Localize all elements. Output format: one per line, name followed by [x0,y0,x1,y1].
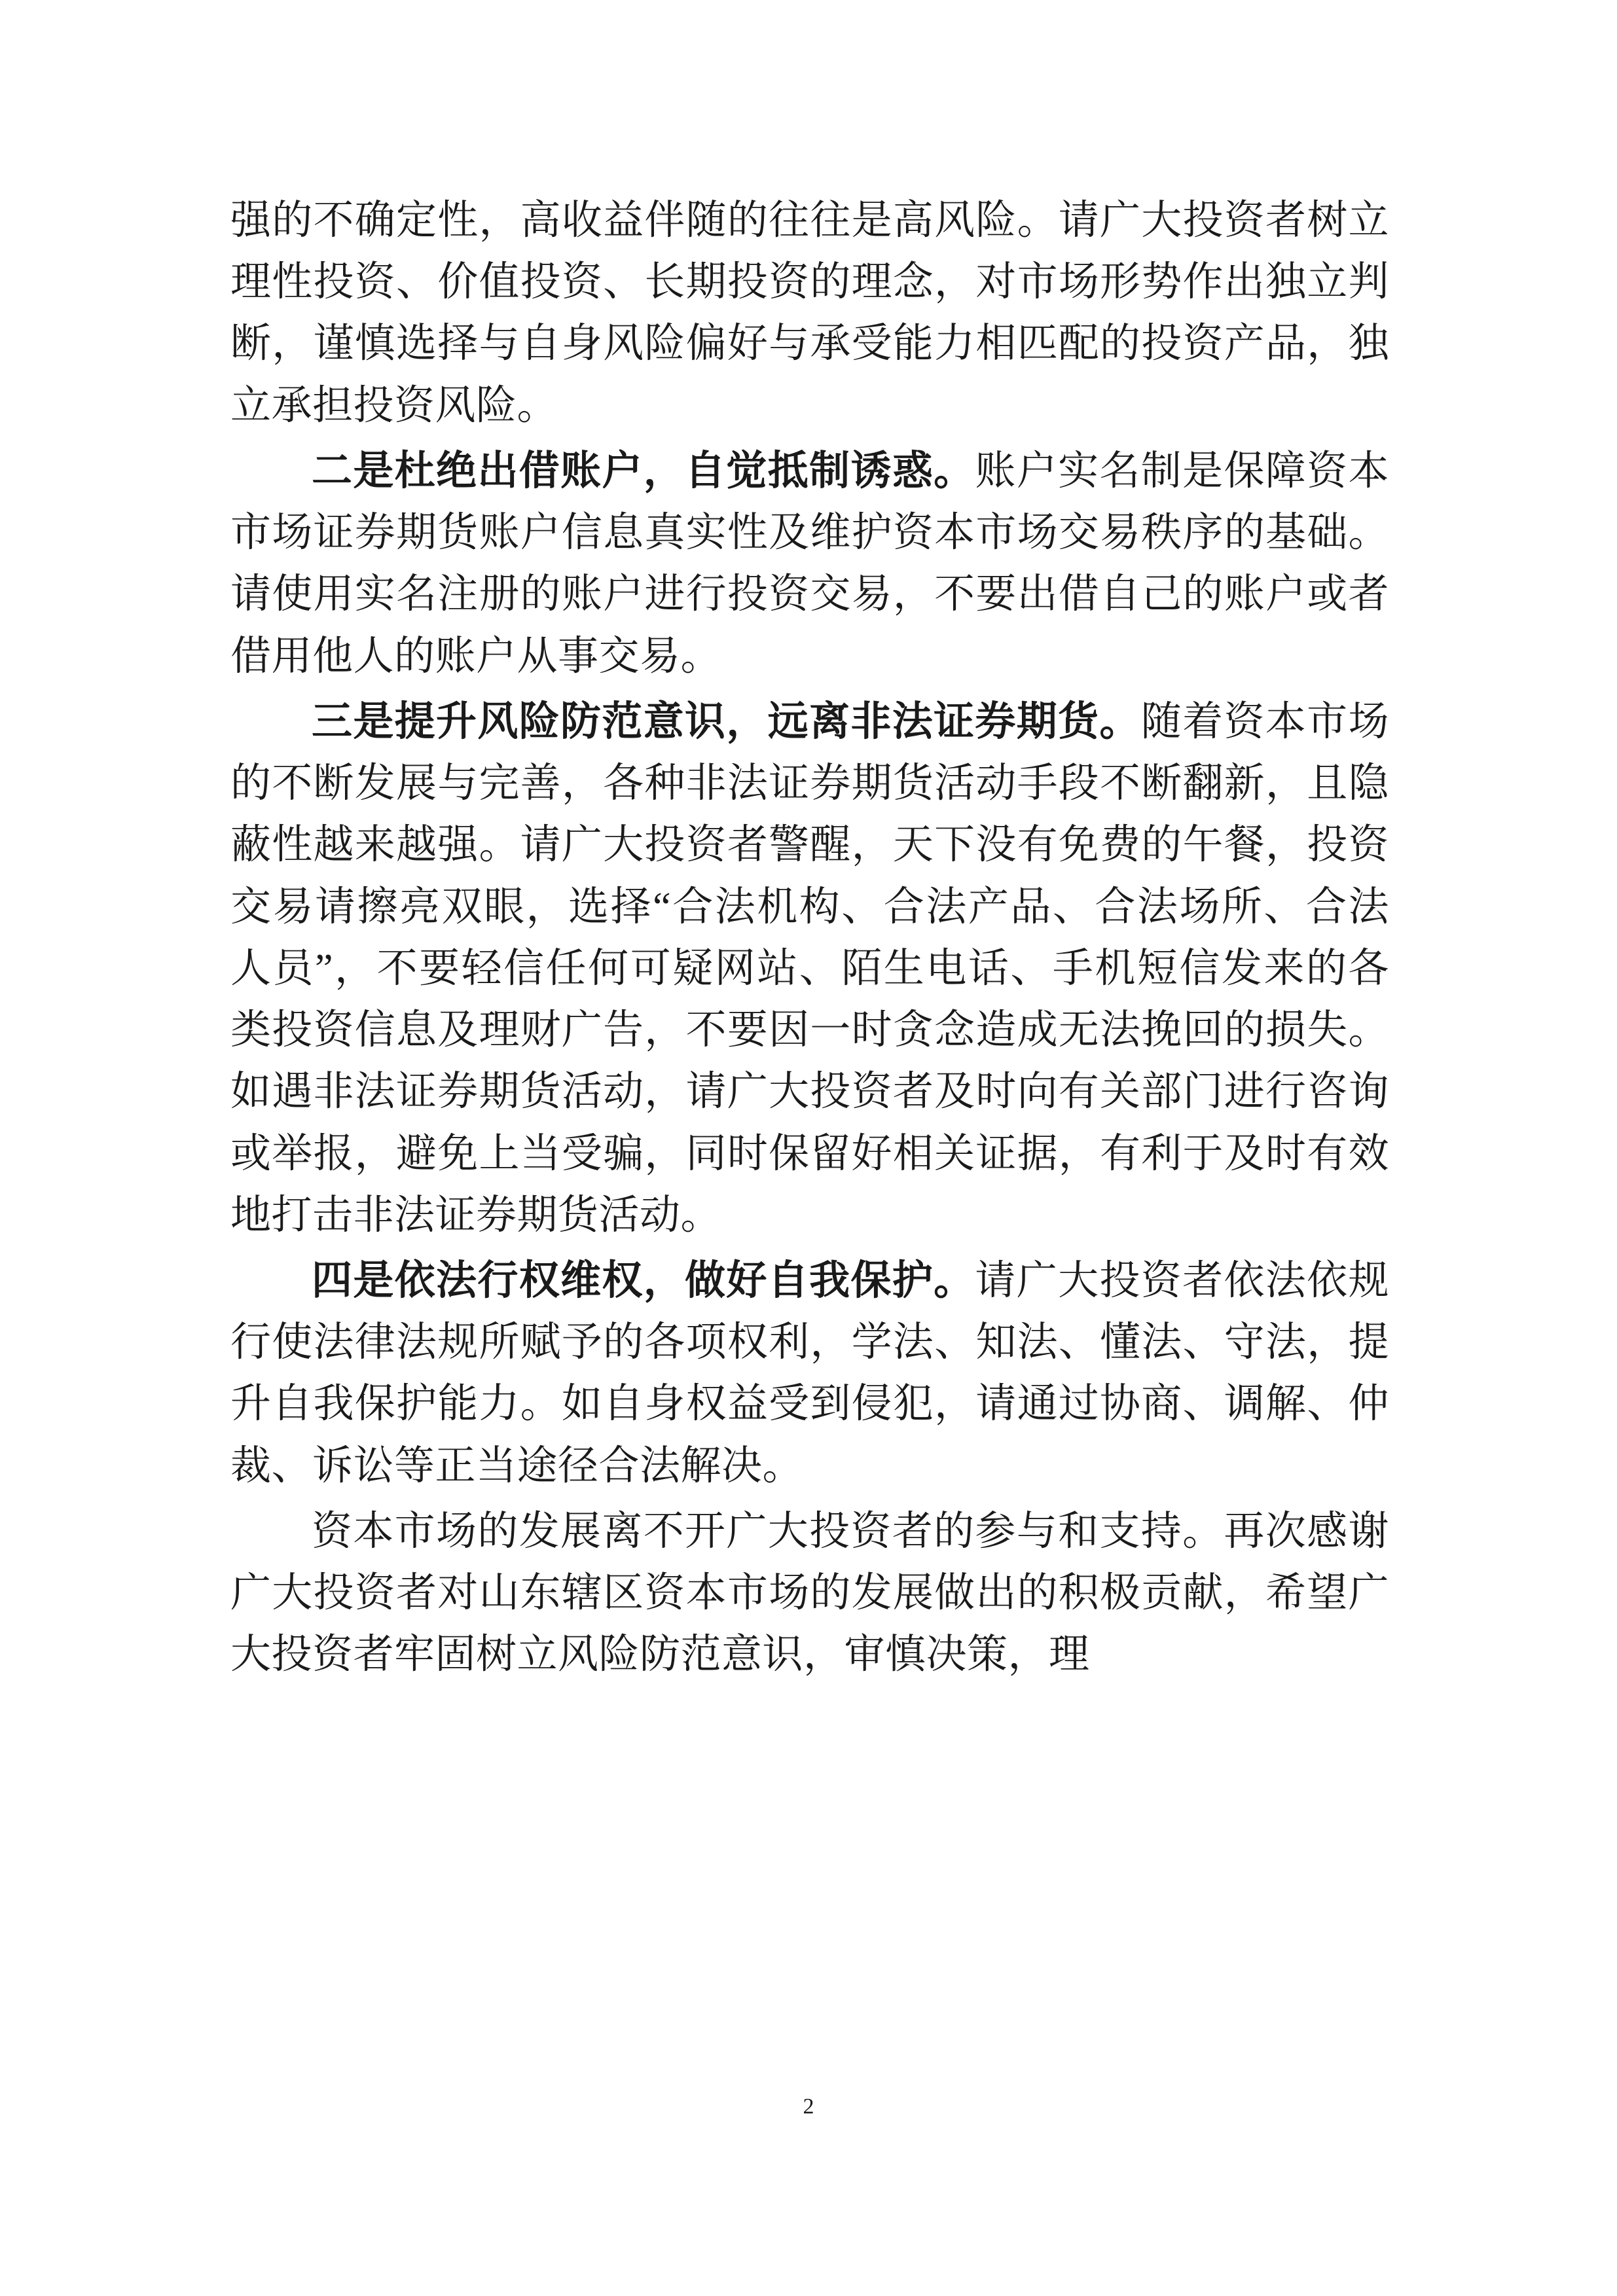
paragraph-5 [230,1501,1389,1686]
paragraph-text: 请广大投资者依法依规行使法律法规所赋予的各项权利，学法、知法、懂法、守法，提升自我保护能力。如自身权益受到侵犯，请通过协商、调解、仲裁、诉讼等正当途径合法解决。 [230,1258,1389,1488]
paragraph-2 [230,440,1389,687]
paragraph-lead: 四是依法行权维权，做好自我保护。 [312,1258,975,1303]
paragraph-1 [230,190,1389,437]
paragraph-lead: 三是提升风险防范意识，远离非法证券期货。 [312,699,1141,744]
paragraph-text: 资本市场的发展离不开广大投资者的参与和支持。再次感谢广大投资者对山东辖区资本市场的发展做出的积极贡献，希望广大投资者牢固树立风险防范意识，审慎决策，理 [230,1509,1389,1677]
paragraph-text: 强的不确定性，高收益伴随的往往是高风险。请广大投资者树立理性投资、价值投资、长期投资的理念，对市场形势作出独立判断，谨慎选择与自身风险偏好与承受能力相匹配的投资产品，独立承担投资风险。 [230,198,1389,428]
paragraph-lead: 二是杜绝出借账户，自觉抵制诱惑。 [312,448,975,493]
document-body [230,190,1389,1690]
paragraph-text: 账户实名制是保障资本市场证券期货账户信息真实性及维护资本市场交易秩序的基础。请使用实名注册的账户进行投资交易，不要出借自己的账户或者借用他人的账户从事交易。 [230,448,1389,679]
paragraph-4 [230,1250,1389,1497]
paragraph-3 [230,691,1389,1246]
paragraph-text: 随着资本市场的不断发展与完善，各种非法证券期货活动手段不断翻新，且隐蔽性越来越强。请广大投资者警醒，天下没有免费的午餐，投资交易请擦亮双眼，选择“合法机构、合法产品、合法场所、合法人员”，不要轻信任何可疑网站、陌生电话、手机短信发来的各类投资信息及理财广告，不要因一时贪念造成无法挽回的损失。如遇非法证券期货活动，请广大投资者及时向有关部门进行咨询或举报，避免上当受骗，同时保留好相关证据，有利于及时有效地打击非法证券期货活动。 [230,699,1389,1238]
page-number: 2 [803,2094,814,2119]
